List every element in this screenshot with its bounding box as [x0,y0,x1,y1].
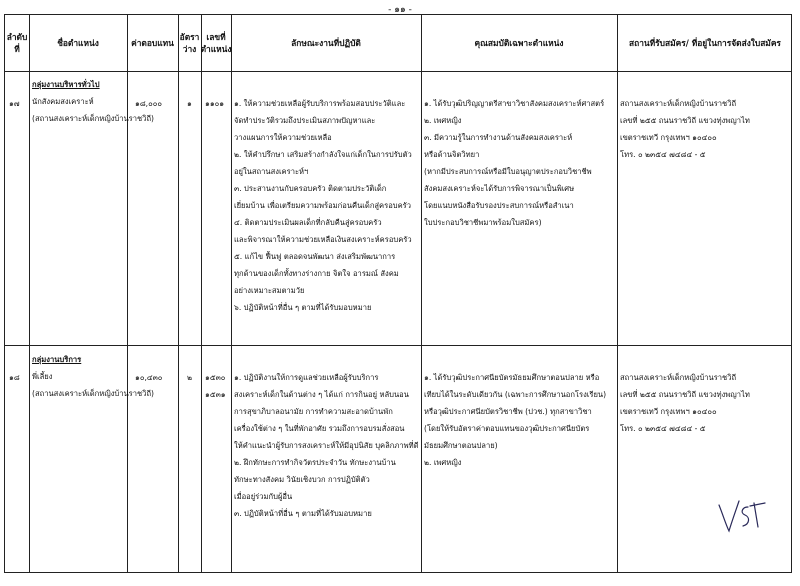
place-line: เลขที่ ๒๕๕ ถนนราชวิถี แขวงทุ่งพญาไท [620,116,750,125]
row-vacancy: ๑ [187,99,192,108]
duty-line: อย่างเหมาะสมตามวัย [234,286,305,295]
row-qualifications [424,95,616,231]
qualification-line: หรือด้านจิตวิทยา [424,150,480,159]
duty-line: ๓. ประสานงานกับครอบครัว ติดตามประวัติเด็ก [234,184,387,193]
header-seq: ลำดับที่ [6,32,28,54]
duty-line: ๑. ปฏิบัติงานให้การดูแลช่วยเหลือผู้รับบริการ [234,373,379,382]
qualification-line: เทียบได้ในระดับเดียวกัน (เฉพาะการศึกษานอกโรงเรียน) [424,390,607,399]
row-seq: ๑๗ [9,99,20,108]
duty-line: ๒. ให้คำปรึกษา เสริมสร้างกำลังใจแก่เด็กในการปรับตัว [234,150,412,159]
qualification-line: ๓. มีความรู้ในการทำงานด้านสังคมสงเคราะห์ [424,133,573,142]
row-place [620,369,792,437]
place-line: สถานสงเคราะห์เด็กหญิงบ้านราชวิถี [620,373,737,382]
duty-line: ๑. ให้ความช่วยเหลือผู้รับบริการพร้อมสอบประวัติและ [234,99,406,108]
row-unit: (สถานสงเคราะห์เด็กหญิงบ้านราชวิถี) [32,114,155,123]
duty-line: ให้คำแนะนำผู้รับการสงเคราะห์ให้มีอุปนิสัย บุคลิกภาพที่ดี [234,441,419,450]
place-line: โทร. ๐ ๒๓๕๔ ๗๔๘๔ - ๕ [620,150,706,159]
row-salary: ๑๐,๔๓๐ [135,373,163,382]
header-qualifications: คุณสมบัติเฉพาะตำแหน่ง [474,38,564,48]
row-position: พี่เลี้ยง [32,372,53,381]
duty-line: จัดทำประวัติรวมถึงประเมินสภาพปัญหาและ [234,116,376,125]
row-duties [234,369,420,522]
row-vacancy: ๒ [187,373,193,382]
qualification-line: มัธยมศึกษาตอนปลาย) [424,441,498,450]
place-line: เขตราชเทวี กรุงเทพฯ ๑๐๔๐๐ [620,133,717,142]
row-position-no: ๑๑๐๑ [205,99,225,108]
duty-line: วางแผนการให้ความช่วยเหลือ [234,133,332,142]
place-line: สถานสงเคราะห์เด็กหญิงบ้านราชวิถี [620,99,737,108]
page-number: - ๑๑ - [388,5,412,15]
position-no-line: ๑๕๓๑ [205,390,226,399]
row-position: นักสังคมสงเคราะห์ [32,97,94,106]
duty-line: ทักษะทางสังคม วินัยเชิงบวก การปฏิบัติตัว [234,475,370,484]
row-seq: ๑๘ [9,373,20,382]
qualification-line: หรือวุฒิประกาศนียบัตรวิชาชีพ (ปวช.) ทุกสาขาวิชา [424,407,592,416]
duty-line: เมื่ออยู่ร่วมกับผู้อื่น [234,492,293,501]
place-line: เลขที่ ๒๕๕ ถนนราชวิถี แขวงทุ่งพญาไท [620,390,750,399]
position-no-line: ๑๕๓๐ [205,373,226,382]
signature-initials [716,497,768,537]
qualification-line: ๒. เพศหญิง [424,458,462,467]
duty-line: เยี่ยมบ้าน เพื่อเตรียมความพร้อมก่อนคืนเด็กสู่ครอบครัว [234,201,412,210]
row-duties [234,95,420,316]
qualification-line: ๑. ได้รับวุฒิประกาศนียบัตรมัธยมศึกษาตอนปลาย หรือ [424,373,600,382]
qualification-line: สังคมสงเคราะห์จะได้รับการพิจารณาเป็นพิเศษ [424,184,575,193]
qualification-line: ๑. ได้รับวุฒิปริญญาตรีสาขาวิชาสังคมสงเคราะห์ศาสตร์ [424,99,605,108]
header-salary: ค่าตอบแทน [131,38,174,48]
duty-line: การสุขาภิบาลอนามัย การทำความสะอาดบ้านพัก [234,407,393,416]
duty-line: และพิจารณาให้ความช่วยเหลือเงินสงเคราะห์ครอบครัว [234,235,412,244]
header-vacancy: อัตราว่าง [179,32,200,54]
group-name: กลุ่มงานบริหารทั่วไป [32,80,100,89]
qualification-line: (หากมีประสบการณ์หรือมีใบอนุญาตประกอบวิชาชีพ [424,167,592,176]
duty-line: เครื่องใช้ต่าง ๆ ในที่พักอาศัย รวมถึงการอบรมสั่งสอน [234,424,405,433]
qualification-line: ใบประกอบวิชาชีพมาพร้อมใบสมัคร) [424,218,542,227]
qualification-line: โดยแนบหนังสือรับรองประสบการณ์หรือสำเนา [424,201,574,210]
duty-line: ทุกด้านของเด็กทั้งทางร่างกาย จิตใจ อารมณ์ สังคม [234,269,399,278]
header-position-no: เลขที่ตำแหน่ง [200,32,232,54]
duty-line: อยู่ในสถานสงเคราะห์ฯ [234,167,309,176]
group-name: กลุ่มงานบริการ [32,355,82,364]
row-qualifications [424,369,616,471]
duty-line: ๔. ติดตามประเมินผลเด็กที่กลับคืนสู่ครอบครัว [234,218,382,227]
qualification-line: (โดยให้รับอัตราค่าตอบแทนของวุฒิประกาศนียบัตร [424,424,590,433]
header-duties: ลักษณะงานที่ปฏิบัติ [291,38,361,48]
row-salary: ๑๘,๐๐๐ [135,99,162,108]
qualification-line: ๒. เพศหญิง [424,116,462,125]
place-line: โทร. ๐ ๒๓๕๔ ๗๔๘๔ - ๕ [620,424,706,433]
duty-line: ๒. ฝึกทักษะการทำกิจวัตรประจำวัน ทักษะงานบ้าน [234,458,396,467]
duty-line: สงเคราะห์เด็กในด้านต่าง ๆ ได้แก่ การกินอยู่ หลับนอน [234,390,409,399]
row-place [620,95,792,163]
duty-line: ๓. ปฏิบัติหน้าที่อื่น ๆ ตามที่ได้รับมอบหมาย [234,509,372,518]
row-position-no [205,369,226,403]
duty-line: ๖. ปฏิบัติหน้าที่อื่น ๆ ตามที่ได้รับมอบหมาย [234,303,372,312]
positions-table [4,14,792,573]
place-line: เขตราชเทวี กรุงเทพฯ ๑๐๔๐๐ [620,407,717,416]
duty-line: ๕. แก้ไข ฟื้นฟู ตลอดจนพัฒนา ส่งเสริมพัฒนาการ [234,252,396,261]
header-position-name: ชื่อตำแหน่ง [57,38,99,48]
header-place: สถานที่รับสมัคร/ ที่อยู่ในการจัดส่งใบสมัคร [629,38,781,48]
row-unit: (สถานสงเคราะห์เด็กหญิงบ้านราชวิถี) [32,389,155,398]
